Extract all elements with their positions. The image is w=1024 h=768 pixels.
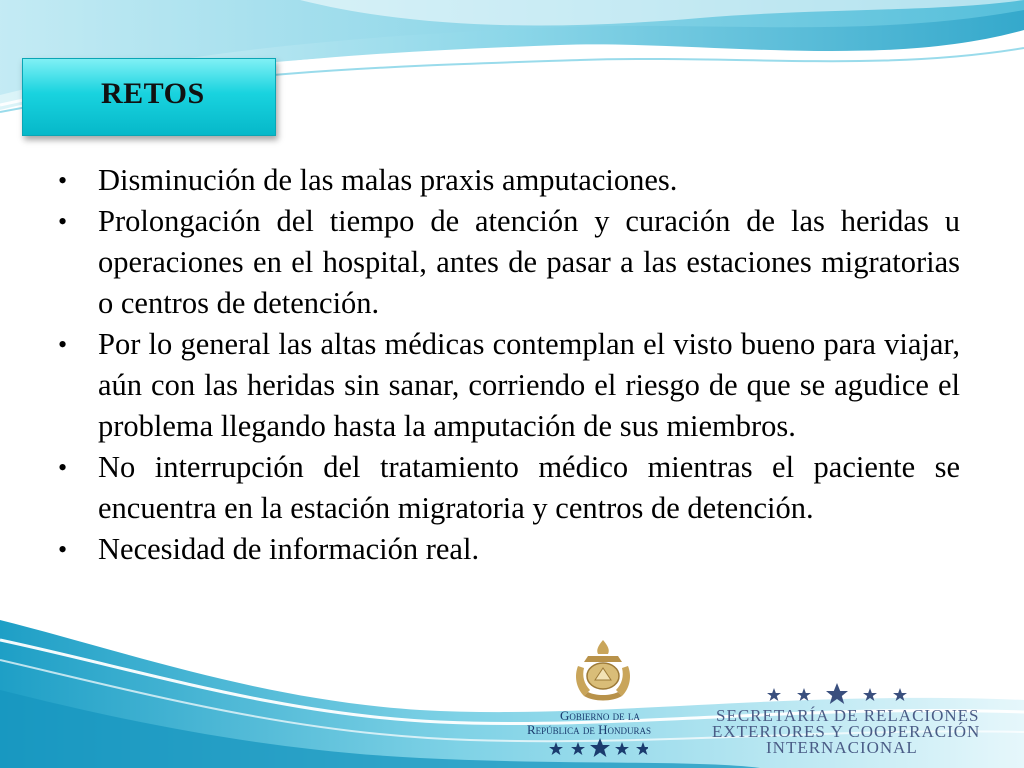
gobierno-text-line2: República de Honduras	[527, 722, 652, 737]
bullet-text: Necesidad de información real.	[98, 532, 480, 566]
bullet-dot-icon: •	[58, 330, 68, 359]
bullet-dot-icon: •	[58, 535, 68, 564]
stars-right-icon	[762, 682, 912, 706]
bullet-item	[56, 160, 960, 201]
bullet-text: Disminución de las malas praxis amputaciones.	[98, 163, 678, 197]
secretaria-text-line3: INTERNACIONAL	[766, 738, 918, 757]
secretaria-text-line1: SECRETARÍA DE RELACIONES	[716, 706, 980, 725]
star-icon	[767, 688, 781, 701]
bullet-item	[56, 529, 960, 570]
title-box	[22, 58, 276, 136]
honduras-coat-of-arms-icon	[570, 636, 636, 706]
bullet-dot-icon: •	[58, 207, 68, 236]
bullet-list	[56, 160, 960, 570]
bullet-dot-icon: •	[58, 166, 68, 195]
bullet-dot-icon: •	[58, 453, 68, 482]
bullet-item	[56, 447, 960, 529]
bullet-item	[56, 201, 960, 324]
star-icon	[549, 742, 563, 755]
star-icon	[590, 738, 610, 757]
slide-title: RETOS	[101, 77, 205, 110]
star-icon	[863, 688, 877, 701]
star-icon	[797, 688, 811, 701]
star-icon	[893, 688, 907, 701]
star-icon	[571, 742, 585, 755]
bullet-text: Prolongación del tiempo de atención y curación de las heridas u operaciones en el hospital, antes de pasar a las estaciones migratorias o centros de detención.	[98, 204, 960, 320]
star-icon	[826, 683, 848, 704]
bullet-text: Por lo general las altas médicas contemplan el visto bueno para viajar, aún con las heridas sin sanar, corriendo el riesgo de que se agudice el problema llegando hasta la amputación de sus miembros.	[98, 327, 960, 443]
star-icon	[615, 742, 629, 755]
gobierno-text-line1: Gobierno de la	[560, 708, 640, 723]
bullet-text: No interrupción del tratamiento médico mientras el paciente se encuentra en la estación migratoria y centros de detención.	[98, 450, 960, 525]
star-icon	[636, 742, 648, 755]
secretaria-text-line2: EXTERIORES Y COOPERACIÓN	[712, 722, 981, 741]
bullet-item	[56, 324, 960, 447]
stars-left-icon	[548, 736, 648, 760]
